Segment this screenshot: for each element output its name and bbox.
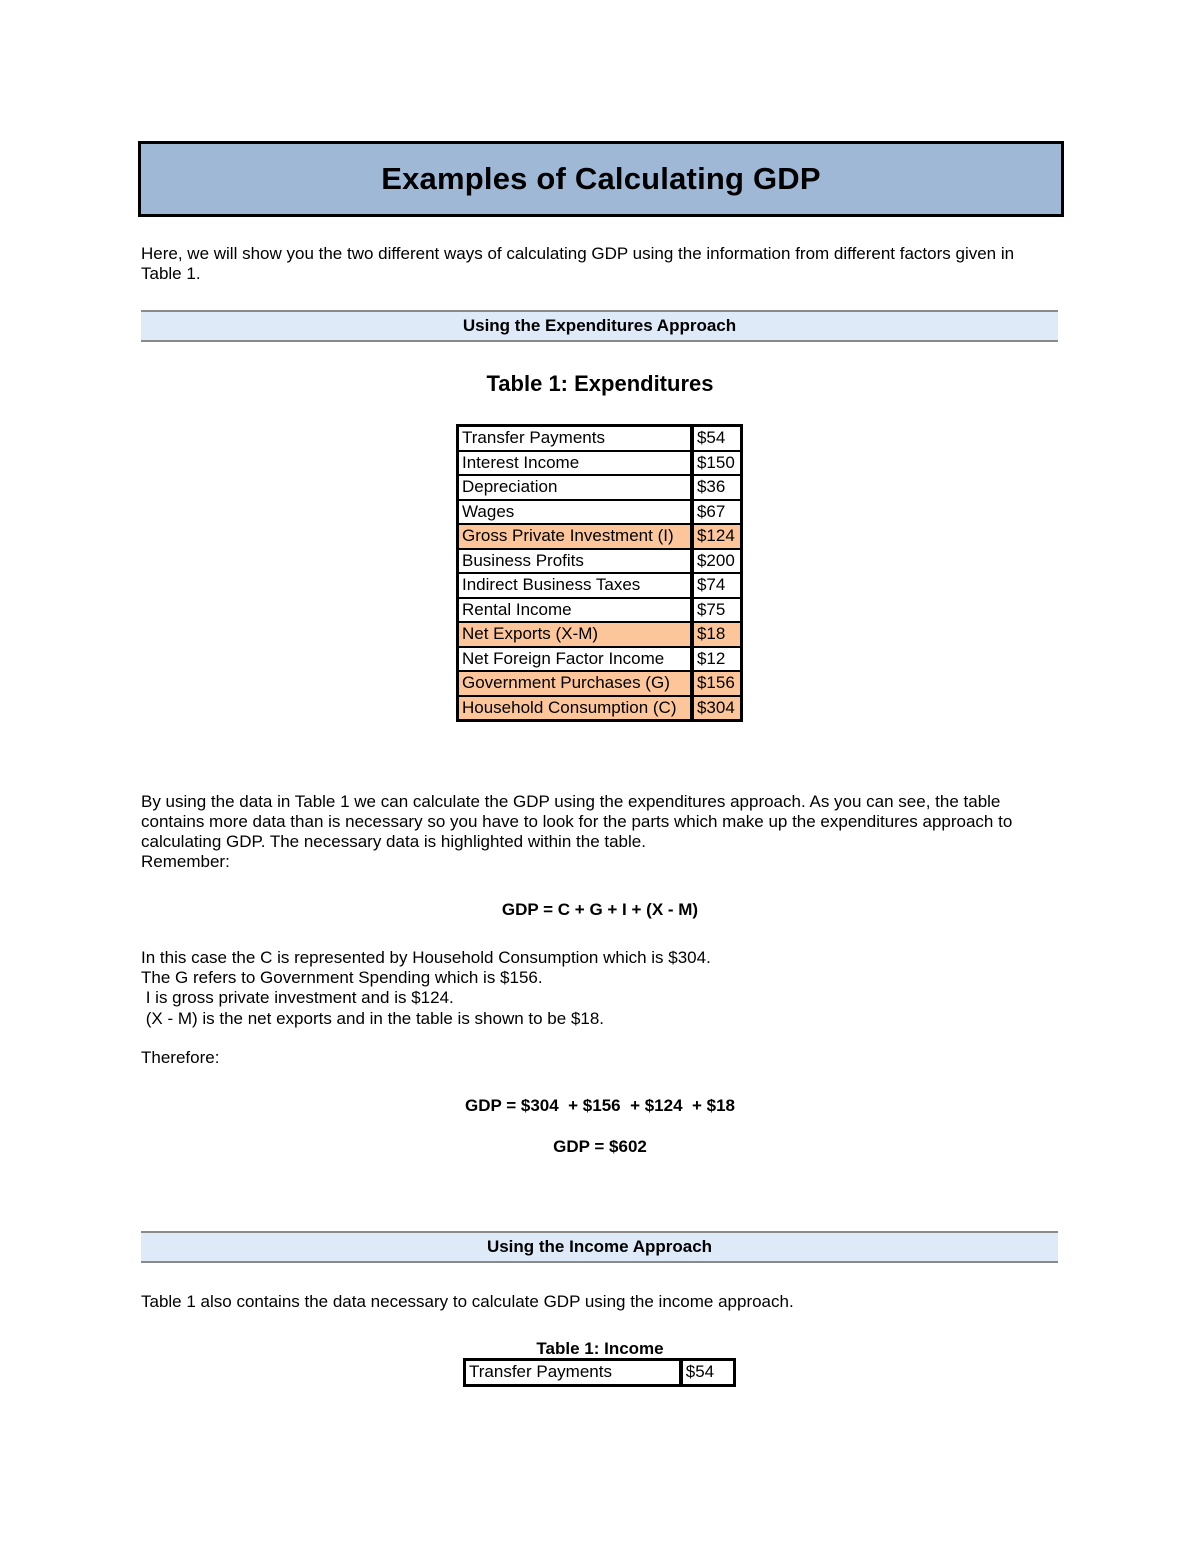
row-value: $150 bbox=[692, 451, 742, 476]
table-row bbox=[458, 696, 742, 721]
explanation-line-c: In this case the C is represented by Household Consumption which is $304. bbox=[141, 948, 711, 967]
row-label: Government Purchases (G) bbox=[458, 671, 692, 696]
row-label: Depreciation bbox=[458, 475, 692, 500]
row-label: Indirect Business Taxes bbox=[458, 573, 692, 598]
table-row bbox=[458, 426, 742, 451]
therefore-label: Therefore: bbox=[141, 1048, 220, 1067]
row-label: Gross Private Investment (I) bbox=[458, 524, 692, 549]
row-value: $67 bbox=[692, 500, 742, 525]
row-value: $124 bbox=[692, 524, 742, 549]
table-row bbox=[465, 1360, 735, 1386]
row-value: $36 bbox=[692, 475, 742, 500]
expenditures-table-title: Table 1: Expenditures bbox=[486, 371, 714, 396]
explanation-line-xm: (X - M) is the net exports and in the table is shown to be $18. bbox=[141, 1009, 605, 1028]
row-value: $54 bbox=[692, 426, 742, 451]
table-row bbox=[458, 598, 742, 623]
section-heading-income: Using the Income Approach bbox=[141, 1231, 1058, 1263]
explanation-line-g: The G refers to Government Spending which is $156. bbox=[141, 968, 543, 987]
gdp-result: GDP = $602 bbox=[553, 1137, 647, 1156]
table-row bbox=[458, 671, 742, 696]
income-table bbox=[463, 1358, 736, 1387]
row-value: $74 bbox=[692, 573, 742, 598]
row-label: Net Foreign Factor Income bbox=[458, 647, 692, 672]
row-value: $12 bbox=[692, 647, 742, 672]
table-row bbox=[458, 475, 742, 500]
row-label: Net Exports (X-M) bbox=[458, 622, 692, 647]
table-row bbox=[458, 500, 742, 525]
page-title: Examples of Calculating GDP bbox=[381, 161, 821, 196]
intro-paragraph: Here, we will show you the two different ways of calculating GDP using the information from different factors given in Table 1. bbox=[141, 244, 1015, 283]
remember-label: Remember: bbox=[141, 852, 230, 871]
row-label: Rental Income bbox=[458, 598, 692, 623]
row-label: Wages bbox=[458, 500, 692, 525]
row-label: Household Consumption (C) bbox=[458, 696, 692, 721]
table-row bbox=[458, 549, 742, 574]
row-label: Transfer Payments bbox=[465, 1360, 681, 1386]
table-row bbox=[458, 573, 742, 598]
row-label: Interest Income bbox=[458, 451, 692, 476]
table-row bbox=[458, 524, 742, 549]
gdp-calculation: GDP = $304 + $156 + $124 + $18 bbox=[464, 1096, 736, 1115]
table-row bbox=[458, 622, 742, 647]
row-value: $18 bbox=[692, 622, 742, 647]
table-row bbox=[458, 647, 742, 672]
expenditures-explanation: By using the data in Table 1 we can calculate the GDP using the expenditures approach. As you can see, the table contains more data than is necessary so you have to look for the parts which make up the expenditures approach to calculating GDP. The necessary data is highlighted within the table. bbox=[141, 792, 1013, 851]
row-value: $304 bbox=[692, 696, 742, 721]
income-table-title: Table 1: Income bbox=[536, 1339, 664, 1358]
section-heading-expenditures: Using the Expenditures Approach bbox=[141, 310, 1058, 342]
row-label: Business Profits bbox=[458, 549, 692, 574]
title-banner bbox=[138, 141, 1064, 217]
row-value: $75 bbox=[692, 598, 742, 623]
gdp-formula: GDP = C + G + I + (X - M) bbox=[501, 900, 699, 919]
row-value: $156 bbox=[692, 671, 742, 696]
explanation-line-i: I is gross private investment and is $124. bbox=[141, 988, 454, 1007]
row-value: $54 bbox=[681, 1360, 735, 1386]
income-intro: Table 1 also contains the data necessary to calculate GDP using the income approach. bbox=[141, 1292, 794, 1311]
expenditures-table bbox=[456, 424, 743, 722]
table-row bbox=[458, 451, 742, 476]
row-value: $200 bbox=[692, 549, 742, 574]
row-label: Transfer Payments bbox=[458, 426, 692, 451]
